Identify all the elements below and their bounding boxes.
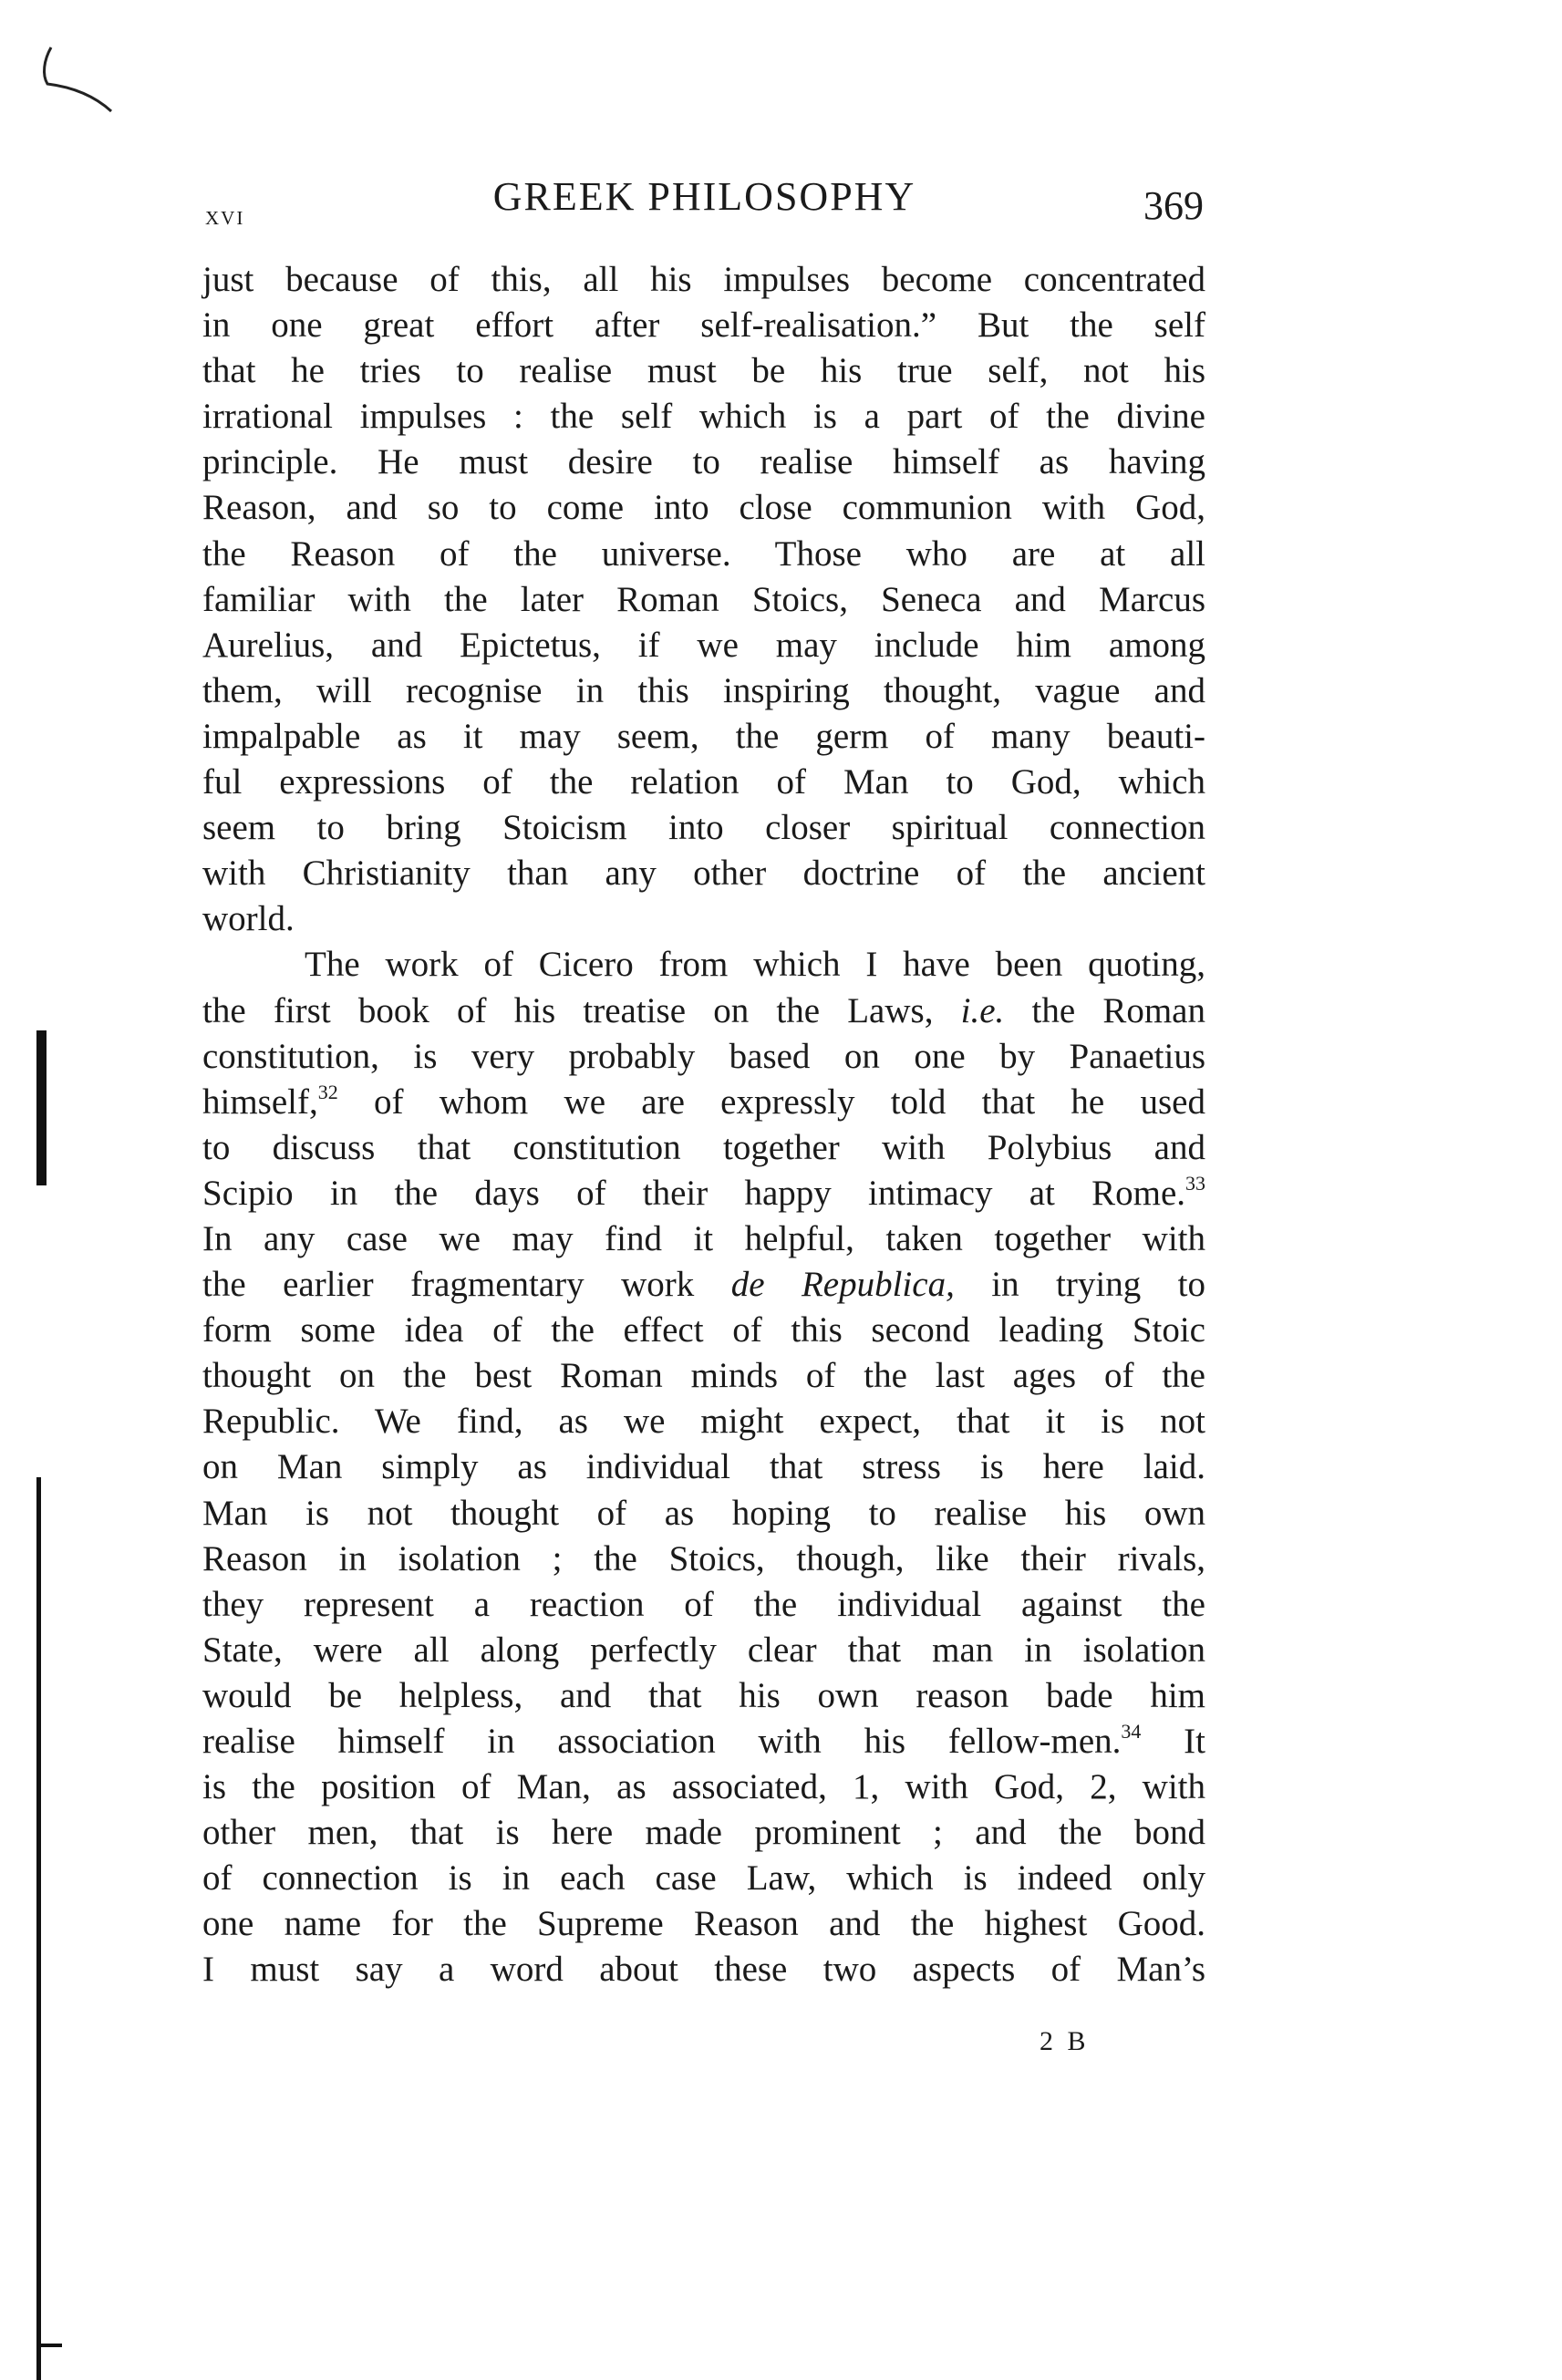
text-line: them, will recognise in this inspiring thought, vague and	[202, 670, 1205, 710]
italic-title: de Republica,	[730, 1265, 955, 1305]
running-title: GREEK PHILOSOPHY	[492, 174, 916, 219]
text-line: in one great effort after self-realisation.” But the self	[202, 305, 1205, 346]
text-line: they represent a reaction of the individual against the	[202, 1584, 1205, 1624]
text-run: Scipio in the days of their happy intimacy at Rome.	[202, 1173, 1185, 1213]
text-line: I must say a word about these two aspects of Man’s	[202, 1950, 1205, 1990]
text-line: other men, that is here made prominent ; and the bond	[202, 1813, 1205, 1853]
text-line: with Christianity than any other doctrine of the ancient	[202, 854, 1205, 894]
text-line: Republic. We find, as we might expect, that it is not	[202, 1402, 1205, 1442]
text-line: In any case we may find it helpful, taken together with	[202, 1218, 1205, 1258]
text-line: State, were all along perfectly clear that man in isolation	[202, 1630, 1205, 1670]
scan-edge-mark	[36, 1030, 47, 1185]
text-line: is the position of Man, as associated, 1, with God, 2, with	[202, 1767, 1205, 1807]
pencil-mark-icon	[35, 44, 117, 126]
text-run: himself,	[202, 1081, 318, 1122]
text-line	[202, 1719, 1205, 1764]
footnote-ref: 33	[1185, 1171, 1205, 1195]
text-line: irrational impulses : the self which is a part of the divine	[202, 397, 1205, 437]
text-line: Reason in isolation ; the Stoics, though, like their rivals,	[202, 1538, 1205, 1578]
text-line: the Reason of the universe. Those who are at all	[202, 533, 1205, 574]
running-header	[205, 173, 1204, 237]
text-line: seem to bring Stoicism into closer spiritual connection	[202, 808, 1205, 848]
text-line: principle. He must desire to realise himself as having	[202, 442, 1205, 482]
signature-mark: 2 B	[1040, 2026, 1090, 2056]
scan-edge-mark	[36, 2344, 62, 2347]
text-line: form some idea of the effect of this second leading Stoic	[202, 1310, 1205, 1350]
text-line: just because of this, all his impulses become concentrated	[202, 260, 1205, 299]
text-line: thought on the best Roman minds of the last ages of the	[202, 1356, 1205, 1396]
text-line: Reason, and so to come into close communion with God,	[202, 488, 1205, 528]
text-line: Aurelius, and Epictetus, if we may include him among	[202, 625, 1205, 665]
text-line: ful expressions of the relation of Man to God, which	[202, 762, 1205, 802]
text-line: The work of Cicero from which I have been quoting,	[305, 945, 1205, 985]
text-line: to discuss that constitution together with Polybius and	[202, 1127, 1205, 1167]
text-line: would be helpless, and that his own reason bade him	[202, 1675, 1205, 1715]
text-line: familiar with the later Roman Stoics, Seneca and Marcus	[202, 579, 1205, 619]
text-line	[202, 1262, 1205, 1308]
text-line: on Man simply as individual that stress is here laid.	[202, 1447, 1205, 1487]
text-line: that he tries to realise must be his true self, not his	[202, 351, 1205, 391]
text-line: impalpable as it may seem, the germ of many beauti-	[202, 716, 1205, 756]
text-run: the earlier fragmentary work	[202, 1265, 731, 1305]
footnote-ref: 32	[317, 1080, 338, 1103]
footnote-ref: 34	[1121, 1720, 1142, 1743]
page-number: 369	[1143, 183, 1204, 228]
text-line	[202, 1080, 1205, 1125]
chapter-numeral: xvi	[205, 201, 245, 231]
scan-edge-mark	[36, 1477, 41, 2380]
text-run: the first book of his treatise on the Laws,	[202, 990, 961, 1030]
text-run: of whom we are expressly told that he used	[337, 1081, 1205, 1122]
text-line	[202, 988, 1205, 1034]
text-line	[202, 1171, 1205, 1216]
italic-abbreviation: i.e.	[960, 990, 1005, 1030]
body-text	[202, 257, 1205, 1993]
text-run: the Roman	[1004, 990, 1205, 1030]
text-run: It	[1141, 1722, 1205, 1761]
text-run: in trying to	[954, 1265, 1205, 1305]
text-line: one name for the Supreme Reason and the highest Good.	[202, 1904, 1205, 1944]
text-run: realise himself in association with his fellow-men.	[202, 1722, 1122, 1761]
text-line: world.	[202, 899, 295, 939]
text-line: of connection is in each case Law, which is indeed only	[202, 1858, 1205, 1899]
text-line: Man is not thought of as hoping to realise his own	[202, 1493, 1205, 1533]
text-line: constitution, is very probably based on one by Panaetius	[202, 1036, 1205, 1076]
